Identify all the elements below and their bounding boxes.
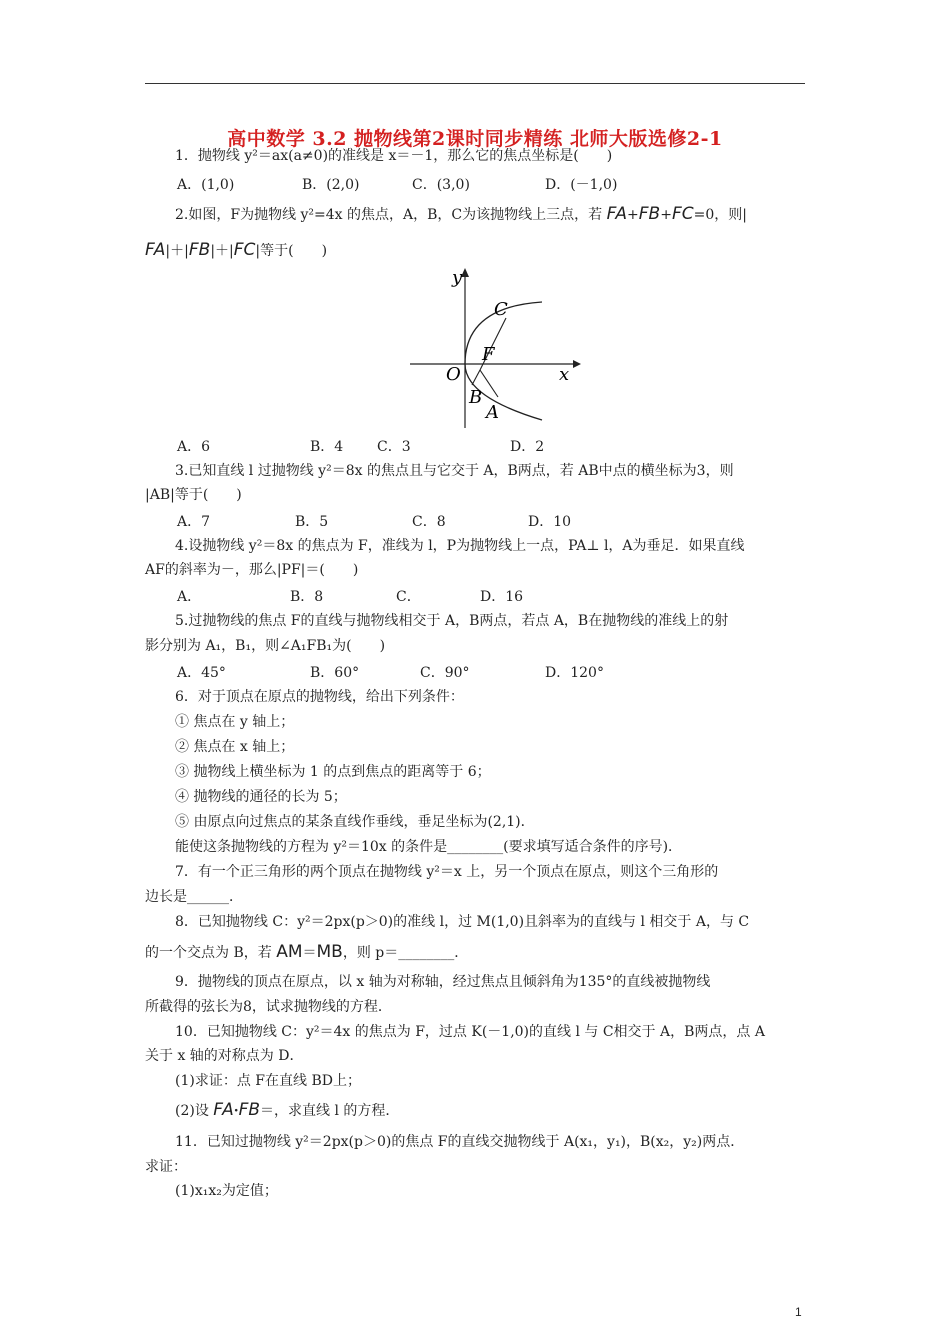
question-6-prompt: 能使这条抛物线的方程为 y²＝10x 的条件是________(要求填写适合条件的序号)． (175, 839, 683, 855)
option-d: D．10 (528, 514, 572, 530)
question-3-line-1: 3.已知直线 l 过抛物线 y²＝8x 的焦点且与它交于 A，B两点，若 AB中点的横坐标为3，则 (175, 463, 734, 479)
vector-mb: MB (316, 942, 343, 962)
option-d: D．(－1,0) (545, 177, 618, 193)
option-d: D．120° (545, 665, 604, 681)
question-7-line-2: 边长是______． (145, 889, 243, 905)
x-axis-label: x (559, 364, 570, 385)
question-10-line-1: 10．已知抛物线 C：y²＝4x 的焦点为 F，过点 K(－1,0)的直线 l 与 C相交于 A，B两点，点 A (175, 1024, 765, 1040)
question-9-line-1: 9．抛物线的顶点在原点，以 x 轴为对称轴，经过焦点且倾斜角为135°的直线被抛物线 (175, 974, 711, 990)
option-b: B．5 (295, 514, 329, 530)
option-b: B．8 (290, 589, 324, 605)
vector-fb: FB (238, 1100, 261, 1120)
question-2-tail: |等于( ) (255, 243, 328, 259)
option-c: C．8 (412, 514, 446, 530)
vector-fb: FB (638, 204, 661, 224)
question-11-line-2: 求证： (145, 1159, 187, 1175)
condition-4: ④ 抛物线的通径的长为 5； (175, 789, 347, 805)
condition-3: ③ 抛物线上横坐标为 1 的点到焦点的距离等于 6； (175, 764, 491, 780)
option-b: B．4 (310, 439, 344, 455)
question-2-line-1 (175, 204, 747, 225)
option-c: C． (396, 589, 421, 605)
question-3-line-2: |AB|等于( ) (145, 487, 242, 503)
option-d: D．16 (480, 589, 524, 605)
header-rule (145, 83, 805, 84)
vector-fa: FA (213, 1100, 234, 1120)
question-4-line-1: 4.设抛物线 y²＝8x 的焦点为 F，准线为 l，P为抛物线上一点，PA⊥ l，A为垂足．如果直线 (175, 538, 745, 554)
option-a: A． (177, 589, 202, 605)
focus-label: F (482, 344, 495, 365)
option-b: B．(2,0) (302, 177, 360, 193)
question-9-line-2: 所截得的弦长为8，试求抛物线的方程． (145, 999, 392, 1015)
vector-fa: FA (606, 204, 628, 224)
option-c: C．90° (420, 665, 470, 681)
question-4-line-2: AF的斜率为－，那么|PF|＝( ) (145, 562, 359, 578)
condition-5: ⑤ 由原点向过焦点的某条直线作垂线，垂足坐标为(2,1)． (175, 814, 535, 830)
equals-sign: ＝ (302, 945, 317, 961)
option-a: A．(1,0) (177, 177, 235, 193)
question-8-line-2 (145, 942, 468, 963)
question-5-line-2: 影分别为 A₁，B₁，则∠A₁FB₁为( ) (145, 638, 386, 654)
y-axis-label: y (452, 267, 463, 288)
plus-sign: + (627, 207, 639, 223)
abs-plus: |＋| (165, 243, 189, 259)
question-10-line-2: 关于 x 轴的对称点为 D． (145, 1048, 304, 1064)
x-axis-arrow (573, 360, 581, 368)
point-a-label: A (486, 402, 499, 423)
abs-plus: |＋| (210, 243, 234, 259)
origin-label: O (446, 364, 461, 385)
question-8-tail: ，则 p＝________． (342, 945, 469, 961)
condition-1: ① 焦点在 y 轴上； (175, 714, 295, 730)
option-c: C．3 (377, 439, 411, 455)
vector-fa: FA (145, 240, 166, 260)
question-7-line-1: 7．有一个正三角形的两个顶点在抛物线 y²＝x 上，另一个顶点在原点，则这个三角形的 (175, 864, 719, 880)
question-8-text: 的一个交点为 B，若 (145, 945, 272, 961)
option-c: C．(3,0) (412, 177, 470, 193)
question-8-line-1: 8．已知抛物线 C：y²＝2px(p＞0)的准线 l，过 M(1,0)且斜率为的直线与 l 相交于 A，与 C (175, 914, 750, 930)
point-c-label: C (494, 299, 508, 320)
page-number: 1 (795, 1305, 802, 1319)
question-2-line-2 (145, 240, 327, 261)
question-6-stem: 6．对于顶点在原点的抛物线，给出下列条件： (175, 689, 464, 705)
dot-product-sign: · (233, 1103, 239, 1119)
vector-am: AM (276, 942, 303, 962)
option-a: A．7 (177, 514, 211, 530)
part-2-tail: ＝，求直线 l 的方程． (260, 1103, 400, 1119)
point-b-label: B (469, 387, 483, 408)
question-1: 1．抛物线 y²＝ax(a≠0)的准线是 x＝－1，那么它的焦点坐标是( ) (175, 148, 613, 164)
question-10-part-2 (175, 1100, 399, 1121)
question-11-part-1: (1)x₁x₂为定值； (175, 1183, 278, 1199)
plus-sign: + (660, 207, 672, 223)
part-2-prefix: (2)设 (175, 1103, 209, 1119)
question-2-text: 2.如图，F为抛物线 y²=4x 的焦点，A，B，C为该抛物线上三点，若 (175, 207, 603, 223)
option-d: D．2 (510, 439, 545, 455)
question-5-line-1: 5.过抛物线的焦点 F的直线与抛物线相交于 A，B两点，若点 A，B在抛物线的准线上的射 (175, 613, 729, 629)
question-10-part-1: (1)求证：点 F在直线 BD上； (175, 1073, 361, 1089)
y-axis-arrow (461, 268, 469, 277)
vector-fb: FB (188, 240, 211, 260)
equals-zero: =0，则| (693, 207, 747, 223)
option-a: A．6 (177, 439, 211, 455)
page-title: 高中数学 3.2 抛物线第2课时同步精练 北师大版选修2-1 (227, 128, 723, 150)
vector-fc: FC (233, 240, 256, 260)
option-a: A．45° (177, 665, 226, 681)
condition-2: ② 焦点在 x 轴上； (175, 739, 295, 755)
option-b: B．60° (310, 665, 360, 681)
segment-fb (472, 370, 480, 385)
parabola-figure (405, 262, 585, 432)
question-11-line-1: 11．已知过抛物线 y²＝2px(p＞0)的焦点 F的直线交抛物线于 A(x₁，y₁)，B(x₂，y₂)两点． (175, 1134, 745, 1150)
vector-fc: FC (671, 204, 694, 224)
